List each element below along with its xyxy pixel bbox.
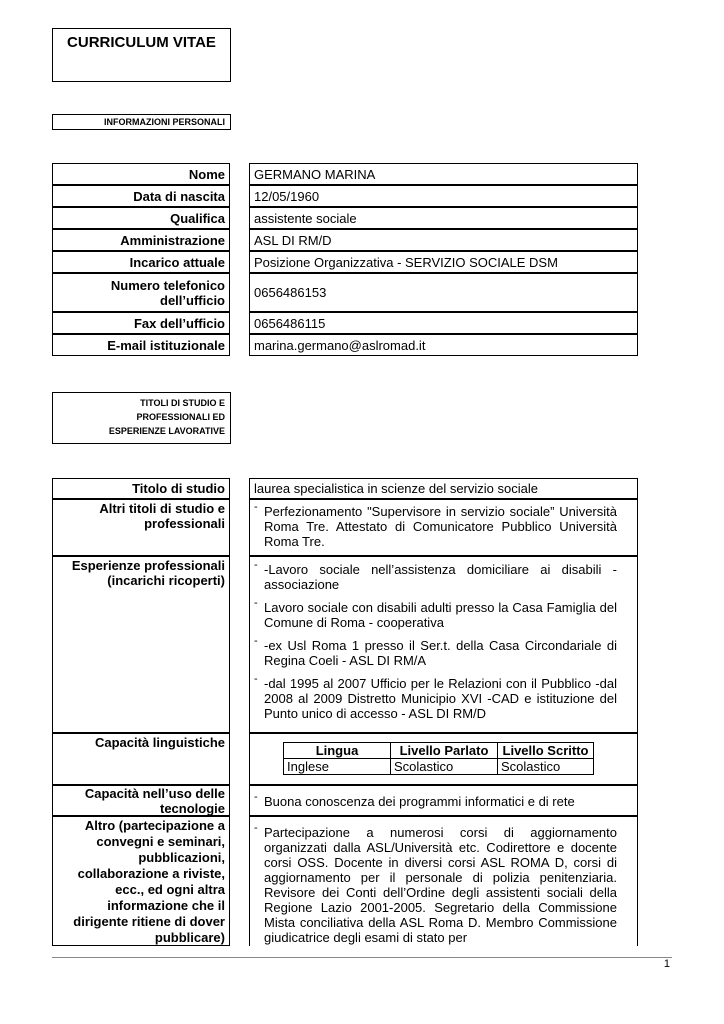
section-personal (52, 114, 231, 130)
esperienze-value (249, 556, 638, 733)
nascita-value: 12/05/1960 (249, 185, 638, 207)
titolo-value: laurea specialistica in scienze del servizio sociale (249, 478, 638, 499)
list-item: - Lavoro sociale con disabili adulti presso la Casa Famiglia del Comune di Roma - cooperativa (254, 597, 617, 630)
section-studies: TITOLI DI STUDIO E PROFESSIONALI ED ESPERIENZE LAVORATIVE (52, 392, 231, 444)
amministrazione-label: Amministrazione (52, 229, 230, 251)
altri-titoli-label: Altri titoli di studio e professionali (52, 499, 230, 556)
incarico-label: Incarico attuale (52, 251, 230, 273)
fax-label: Fax dell’ufficio (52, 312, 230, 334)
list-item: - -Lavoro sociale nell’assistenza domiciliare ai disabili - associazione (254, 559, 617, 592)
lang-cell: Scolastico (498, 759, 594, 775)
email-value: marina.germano@aslromad.it (249, 334, 638, 356)
lang-cell: Inglese (284, 759, 391, 775)
list-item: - -ex Usl Roma 1 presso il Ser.t. della Casa Circondariale di Regina Coeli - ASL DI RM/A (254, 635, 617, 668)
table-header-row (284, 743, 594, 759)
list-item: - Perfezionamento "Supervisore in servizio sociale” Università Roma Tre. Attestato di Comunicatore Pubblico Università Roma Tre. (254, 501, 617, 549)
page-title: CURRICULUM VITAE (67, 34, 216, 51)
lingue-label: Capacità linguistiche (52, 733, 230, 785)
table-row (284, 759, 594, 775)
list-item: - Partecipazione a numerosi corsi di aggiornamento organizzati dalla ASL/Università etc. Codirettore e docente corsi OSS. Docente in diversi corsi ASL ROMA D, corsi di aggiornamento per il personale di polizia penitenziaria. Revisore dei Conti dell’Ordine degli assistenti sociali della Regione Lazio 2001-2005. Segretario della Commissione Mista conciliativa della ASL Roma D. Membro Commissione giudicatrice degli esami di stato per (254, 822, 617, 945)
tecnologie-value (249, 785, 638, 816)
language-table (283, 742, 594, 775)
tecnologie-label: Capacità nell’uso delle tecnologie (52, 785, 230, 816)
lang-header-lingua: Lingua (284, 743, 391, 759)
fax-value: 0656486115 (249, 312, 638, 334)
lang-header-scritto: Livello Scritto (498, 743, 594, 759)
list-item: - -dal 1995 al 2007 Ufficio per le Relazioni con il Pubblico -dal 2008 al 2009 Distretto Municipio XVI -CAD e istituzione del Punto unico di accesso - ASL DI RM/D (254, 673, 617, 721)
esperienze-label: Esperienze professionali (incarichi ricoperti) (52, 556, 230, 733)
page-number: 1 (663, 958, 670, 970)
altro-label: Altro (partecipazione a convegni e seminari, pubblicazioni, collaborazione a riviste, ecc., ed ogni altra informazione che il dirigente ritiene di dover pubblicare) (52, 816, 230, 946)
telefono-label: Numero telefonico dell’ufficio (52, 273, 230, 312)
footer-divider (52, 957, 672, 958)
qualifica-value: assistente sociale (249, 207, 638, 229)
email-label: E-mail istituzionale (52, 334, 230, 356)
cv-title-box (52, 28, 231, 82)
list-item: - Buona conoscenza dei programmi informatici e di rete (254, 791, 575, 809)
telefono-value: 0656486153 (249, 273, 638, 312)
lang-cell: Scolastico (391, 759, 498, 775)
nome-value: GERMANO MARINA (249, 163, 638, 185)
altri-titoli-value (249, 499, 638, 556)
nascita-label: Data di nascita (52, 185, 230, 207)
section-personal-label: INFORMAZIONI PERSONALI (104, 117, 225, 127)
altro-value (249, 816, 638, 946)
qualifica-label: Qualifica (52, 207, 230, 229)
amministrazione-value: ASL DI RM/D (249, 229, 638, 251)
incarico-value: Posizione Organizzativa - SERVIZIO SOCIALE DSM (249, 251, 638, 273)
nome-label: Nome (52, 163, 230, 185)
lang-header-parlato: Livello Parlato (391, 743, 498, 759)
lingue-value (249, 733, 638, 785)
titolo-label: Titolo di studio (52, 478, 230, 499)
